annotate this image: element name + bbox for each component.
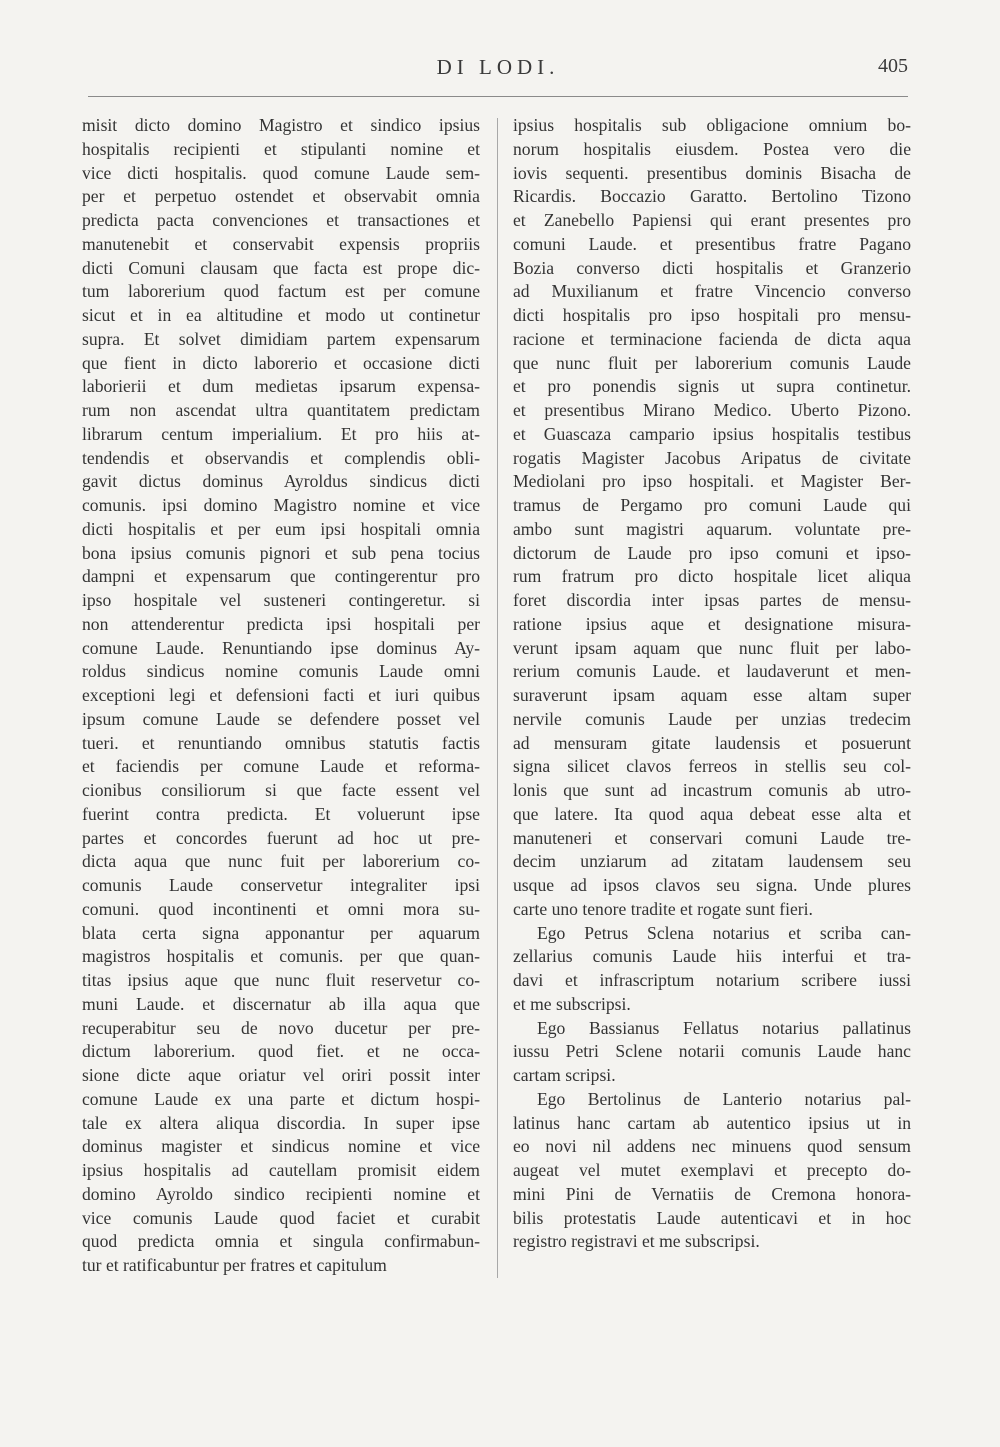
text-line: ratione ipsius aque et designatione misura- [513,613,911,634]
left-text-column [82,114,480,1278]
text-line: manuteneri et conservari comuni Laude tre- [513,827,911,848]
text-line: ambo sunt magistri aquarum. voluntate pre- [513,518,911,539]
text-line: laborierii et dum medietas ipsarum expensa- [82,376,480,397]
text-line: supra. Et solvet dimidiam partem expensarum [82,328,480,349]
text-line: dicti hospitalis et per eum ipsi hospitali omnia [82,518,480,539]
text-line: et presentibus Mirano Medico. Uberto Pizono. [513,400,911,420]
text-line: cartam scripsi. [513,1065,616,1085]
text-line: comune Laude. Renuntiando ipse dominus Ay- [82,637,480,658]
text-line: misit dicto domino Magistro et sindico ipsius [82,115,480,135]
text-line: augeat vel mutet exemplavi et precepto do- [513,1160,911,1180]
text-line: blata certa signa apponantur per aquarum [82,922,480,943]
text-line: ipsius hospitalis ad cautellam promisit eidem [82,1160,480,1180]
text-line: et Zanebello Papiensi qui erant presentes pro [513,210,911,230]
text-line: ad mensuram gitate laudensis et posuerunt [513,732,911,753]
text-line: tale ex altera aliqua discordia. In super ipse [82,1112,480,1133]
text-line: Bozia converso dicti hospitalis et Granzerio [513,257,911,278]
text-line: ipsius hospitalis sub obligacione omnium bo- [513,115,911,135]
column-divider [497,118,498,1278]
text-line: tendendis et observandis et complendis obli- [82,447,480,468]
text-line: mini Pini de Vernatiis de Cremona honora- [513,1183,911,1204]
text-line: verunt ipsam aquam que nunc fluit per labo- [513,637,911,658]
text-line: foret discordia inter ipsas partes de mensu- [513,590,911,610]
text-line: recuperabitur seu de novo ducetur per pre- [82,1017,480,1038]
text-line: Mediolani pro ipso hospitali. et Magister Ber- [513,471,911,492]
text-line: exceptioni legi et defensioni facti et iuri quibus [82,685,480,705]
text-line: manutenebit et conservabit expensis propriis [82,233,480,254]
text-line: registro registravi et me subscripsi. [513,1231,760,1252]
text-line: rum fratrum pro dicto hospitale licet aliqua [513,566,911,587]
page-number: 405 [878,55,908,77]
text-line: tur et ratificabuntur per fratres et capitulum [82,1255,387,1275]
text-line: norum hospitalis eiusdem. Postea vero die [513,138,911,159]
text-line: predicta pacta convenciones et transactiones et [82,210,480,230]
text-line: per et perpetuo ostendet et observabit omnia [82,186,480,207]
text-line: decim unziarum ad zitatam laudensem seu [513,851,911,872]
text-line: gavit dictus dominus Ayroldus sindicus dicti [82,471,480,492]
text-line: rogatis Magister Jacobus Aripatus de civitate [513,447,911,468]
text-line: cionibus consiliorum si que facte essent vel [82,780,480,800]
text-line: nervile comunis Laude per unzias tredecim [513,708,911,729]
right-text-column [513,114,911,1254]
text-line: tueri. et renuntiando omnibus statutis factis [82,732,480,753]
text-line: et faciendis per comune Laude et reforma- [82,756,480,777]
text-line: signa silicet clavos ferreos in stellis seu col- [513,756,911,777]
text-line: tum laborerium quod factum est per comune [82,281,480,302]
text-line: muni Laude. et discernatur ab illa aqua que [82,993,480,1014]
text-line: comunis. ipsi domino Magistro nomine et vice [82,495,480,515]
text-line: latinus hanc cartam ab autentico ipsius ut in [513,1112,911,1133]
text-line: bilis protestatis Laude autenticavi et in hoc [513,1207,911,1228]
text-line: comuni Laude. et presentibus fratre Pagano [513,233,911,254]
text-line: Ego Bertolinus de Lanterio notarius pal- [537,1088,911,1109]
text-line: Ego Petrus Sclena notarius et scriba can- [537,922,911,943]
text-line: que nunc fluit per laborerium comunis Laude [513,352,911,373]
text-line: que fient in dicto laborerio et occasione dicti [82,352,480,373]
running-title: DI LODI. [436,55,560,79]
text-line: comunis Laude conservetur integraliter ipsi [82,875,480,895]
text-line: librarum centum imperialium. Et pro hiis at- [82,423,480,444]
text-line: lonis que sunt ad incastrum comunis ab utro- [513,780,911,800]
text-line: dictorum de Laude pro ipso comuni et ipso- [513,542,911,563]
text-line: magistros hospitalis et comunis. per que quan- [82,946,480,967]
text-line: dampni et expensarum que contingerentur pro [82,566,480,587]
text-line: que latere. Ita quod aqua debeat esse alta et [513,803,911,824]
text-line: partes et concordes fuerunt ad hoc ut pre- [82,827,480,848]
text-line: bona ipsius comunis pignori et sub pena tocius [82,542,480,563]
text-line: comune Laude ex una parte et dictum hospi- [82,1088,480,1109]
text-line: zellarius comunis Laude hiis interfui et tra- [513,946,911,967]
text-line: domino Ayroldo sindico recipienti nomine et [82,1183,480,1204]
text-line: eo novi nil addens nec minuens quod sensum [513,1136,911,1157]
text-line: dictum laborerium. quod fiet. et ne occa- [82,1041,480,1062]
text-line: hospitalis recipienti et stipulanti nomine et [82,138,480,159]
text-line: fuerint contra predicta. Et voluerunt ipse [82,803,480,824]
text-line: rum non ascendat ultra quantitatem predictam [82,400,480,420]
text-line: sione dicte aque oriatur vel oriri possit inter [82,1065,480,1085]
text-line: et me subscripsi. [513,993,631,1014]
text-line: titas ipsius aque que nunc fluit reservetur co- [82,970,480,990]
text-line: et Guascaza campario ipsius hospitalis testibus [513,423,911,444]
text-line: ad Muxilianum et fratre Vincencio converso [513,281,911,302]
text-line: davi et infrascriptum notarium scribere iussi [513,970,911,990]
text-line: carte uno tenore tradite et rogate sunt fieri. [513,898,813,919]
text-line: vice comunis Laude quod faciet et curabit [82,1207,480,1228]
text-line: non attenderentur predicta ipsi hospitali per [82,613,480,634]
text-line: iovis sequenti. presentibus dominis Bisacha de [513,162,911,183]
text-line: dicti Comuni clausam que facta est prope dic- [82,257,480,278]
text-line: Ricardis. Boccazio Garatto. Bertolino Tizono [513,186,911,207]
text-line: ipso hospitale vel susteneri contingeretur. si [82,590,480,610]
text-line: rerium comunis Laude. et laudaverunt et men- [513,661,911,682]
text-line: roldus sindicus nomine comunis Laude omni [82,661,480,682]
text-line: racione et terminacione facienda de dicta aqua [513,328,911,349]
text-line: suraverunt ipsam aquam esse altam super [513,685,911,705]
text-line: Ego Bassianus Fellatus notarius pallatinus [537,1017,911,1038]
page-header [88,55,908,95]
text-line: usque ad ipsos clavos seu signa. Unde plures [513,875,911,895]
text-line: vice dicti hospitalis. quod comune Laude sem- [82,162,480,183]
text-line: ipsum comune Laude se defendere posset vel [82,708,480,729]
text-line: dominus magister et sindicus nomine et vice [82,1136,480,1157]
text-line: comuni. quod incontinenti et omni mora su- [82,898,480,919]
text-line: quod predicta omnia et singula confirmabun- [82,1231,480,1252]
text-line: tramus de Pergamo pro comuni Laude qui [513,495,911,515]
text-line: iussu Petri Sclene notarii comunis Laude hanc [513,1041,911,1062]
text-line: dicti hospitalis pro ipso hospitali pro mensu- [513,305,911,325]
text-line: et pro ponendis signis ut supra continetur. [513,376,911,397]
header-rule [88,96,908,97]
text-line: sicut et in ea altitudine et modo ut continetur [82,305,480,325]
text-line: dicta aqua que nunc fuit per laborerium co- [82,851,480,872]
